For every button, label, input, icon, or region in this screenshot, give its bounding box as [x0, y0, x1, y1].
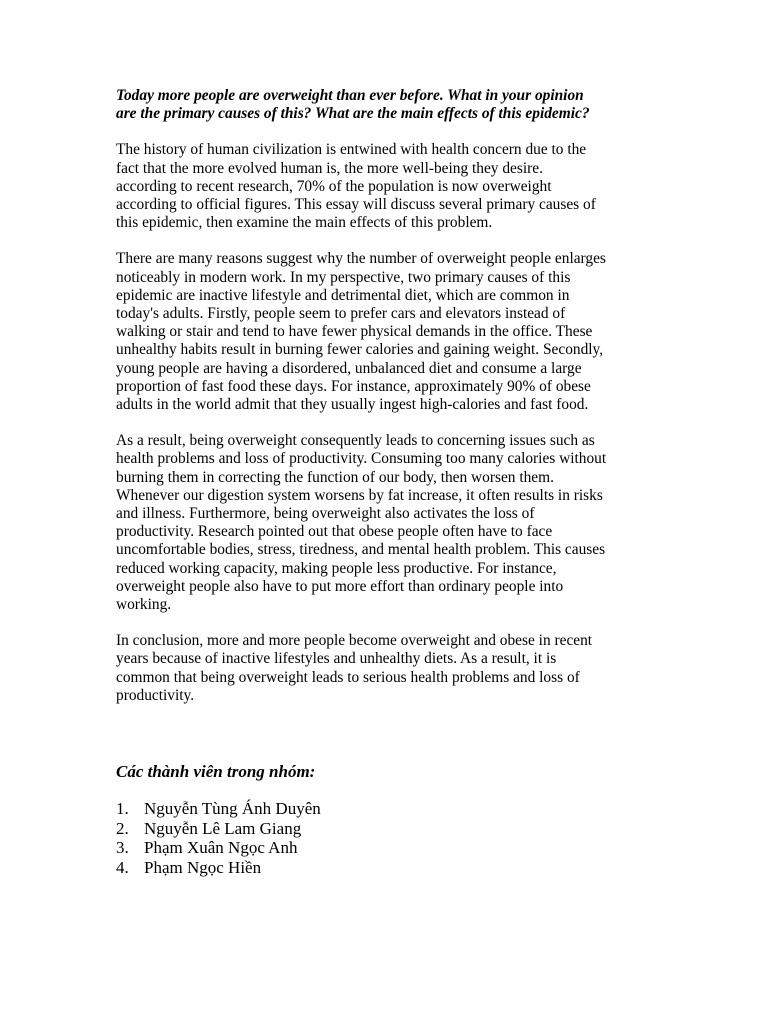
paragraph-effects: As a result, being overweight consequently leads to concerning issues such as health problems and loss of productivity. Consuming too many calories without burning them in correcting the function of our body, then worsen them. Whenever our digestion system worsens by fat increase, it often results in risks and illness. Furthermore, being overweight also activates the loss of productivity. Research pointed out that obese people often have to face uncomfortable bodies, stress, tiredness, and mental health problem. This causes reduced working capacity, making people less productive. For instance, overweight people also have to put more effort than ordinary people into working.	[116, 432, 607, 614]
essay-body	[116, 87, 656, 723]
member-name: Phạm Xuân Ngọc Anh	[144, 838, 298, 858]
paragraph-conclusion: In conclusion, more and more people become overweight and obese in recent years because of inactive lifestyles and unhealthy diets. As a result, it is common that being overweight leads to serious health problems and loss of productivity.	[116, 632, 593, 704]
members-list	[116, 799, 321, 878]
paragraph-causes: There are many reasons suggest why the number of overweight people enlarges noticeably in modern work. In my perspective, two primary causes of this epidemic are inactive lifestyle and detrimental diet, which are common in today's adults. Firstly, people seem to prefer cars and elevators instead of walking or stair and tend to have fewer physical demands in the office. These unhealthy habits result in burning fewer calories and gaining weight. Secondly, young people are having a disordered, unbalanced diet and consume a large proportion of fast food these days. For instance, approximately 90% of obese adults in the world admit that they usually ingest high-calories and fast food.	[116, 250, 606, 414]
list-item	[116, 838, 321, 858]
list-item-number: 1.	[116, 799, 129, 818]
list-item-number: 3.	[116, 838, 129, 858]
member-name: Nguyễn Tùng Ánh Duyên	[144, 799, 321, 818]
list-item	[116, 799, 321, 819]
member-name: Nguyễn Lê Lam Giang	[144, 818, 302, 838]
list-item-number: 2.	[116, 818, 129, 838]
members-heading: Các thành viên trong nhóm:	[116, 762, 316, 781]
paragraph-introduction: The history of human civilization is entwined with health concern due to the fact that the more evolved human is, the more well-being they desire. according to recent research, 70% of the population is now overweight according to official figures. This essay will discuss several primary causes of this epidemic, then examine the main effects of this problem.	[116, 141, 596, 232]
essay-prompt: Today more people are overweight than ever before. What in your opinion are the primary causes of this? What are the main effects of this epidemic?	[116, 87, 590, 123]
list-item-number: 4.	[116, 858, 129, 878]
member-name: Phạm Ngọc Hiền	[144, 858, 262, 878]
list-item	[116, 819, 321, 839]
list-item	[116, 858, 321, 878]
